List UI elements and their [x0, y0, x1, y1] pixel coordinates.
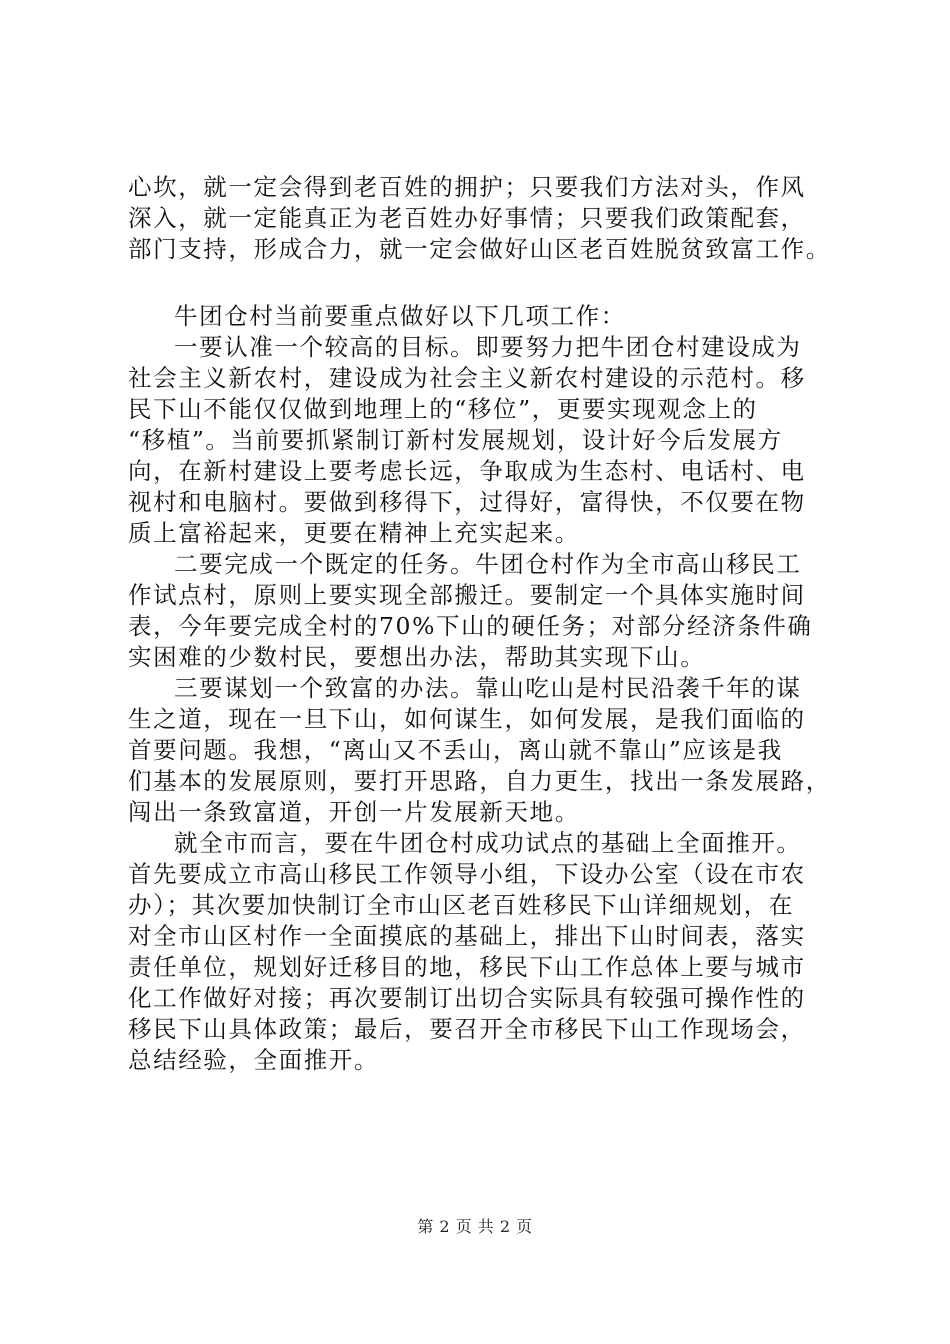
paragraph-work-intro: 牛团仓村当前要重点做好以下几项工作： — [174, 302, 626, 330]
paragraph-task: 二要完成一个既定的任务。牛团仓村作为全市高山移民工 作试点村，原则上要实现全部搬迁。要制定一个具体实施时间 表，今年要完成全村的70%下山的硬任务；对部分经济条件确 实困难的少数村民，要想出办法，帮助其实现下山。 — [128, 550, 813, 671]
paragraph-goal: 一要认准一个较高的目标。即要努力把牛团仓村建设成为 社会主义新农村，建设成为社会主义新农村建设的示范村。移 民下山不能仅仅做到地理上的“移位”，更要实现观念上的 “移植”。当前要抓紧制订新村发展规划，设计好今后发展方 向，在新村建设上要考虑长远，争取成为生态村、电话村、电 视村和电脑村。要做到移得下，过得好，富得快，不仅要在物 质上富裕起来，更要在精神上充实起来。 — [128, 333, 806, 547]
paragraph-continuation: 心坎，就一定会得到老百姓的拥护；只要我们方法对头，作风 深入，就一定能真正为老百姓办好事情；只要我们政策配套， 部门支持，形成合力，就一定会做好山区老百姓脱贫致富工作。 — [128, 173, 831, 263]
paragraph-method: 三要谋划一个致富的办法。靠山吃山是村民沿袭千年的谋 生之道，现在一旦下山，如何谋生，如何发展，是我们面临的 首要问题。我想，“离山又不丢山，离山就不靠山”应该是我 们基本的发展原则，要打开思路，自力更生，找出一条发展路， 闯出一条致富道，开创一片发展新天地。 — [128, 674, 831, 826]
page-footer: 第 2 页 共 2 页 — [417, 1217, 533, 1236]
document-body — [128, 172, 840, 1076]
paragraph-citywide: 就全市而言，要在牛团仓村成功试点的基础上全面推开。 首先要成立市高山移民工作领导小组，下设办公室（设在市农 办）；其次要加快制订全市山区老百姓移民下山详细规划，在 对全市山区村作一全面摸底的基础上，排出下山时间表，落实 责任单位，规划好迁移目的地，移民下山工作总体上要与城市 化工作做好对接；再次要制订出切合实际具有较强可操作性的 移民下山具体政策；最后，要召开全市移民下山工作现场会， 总结经验，全面推开。 — [128, 829, 806, 1074]
